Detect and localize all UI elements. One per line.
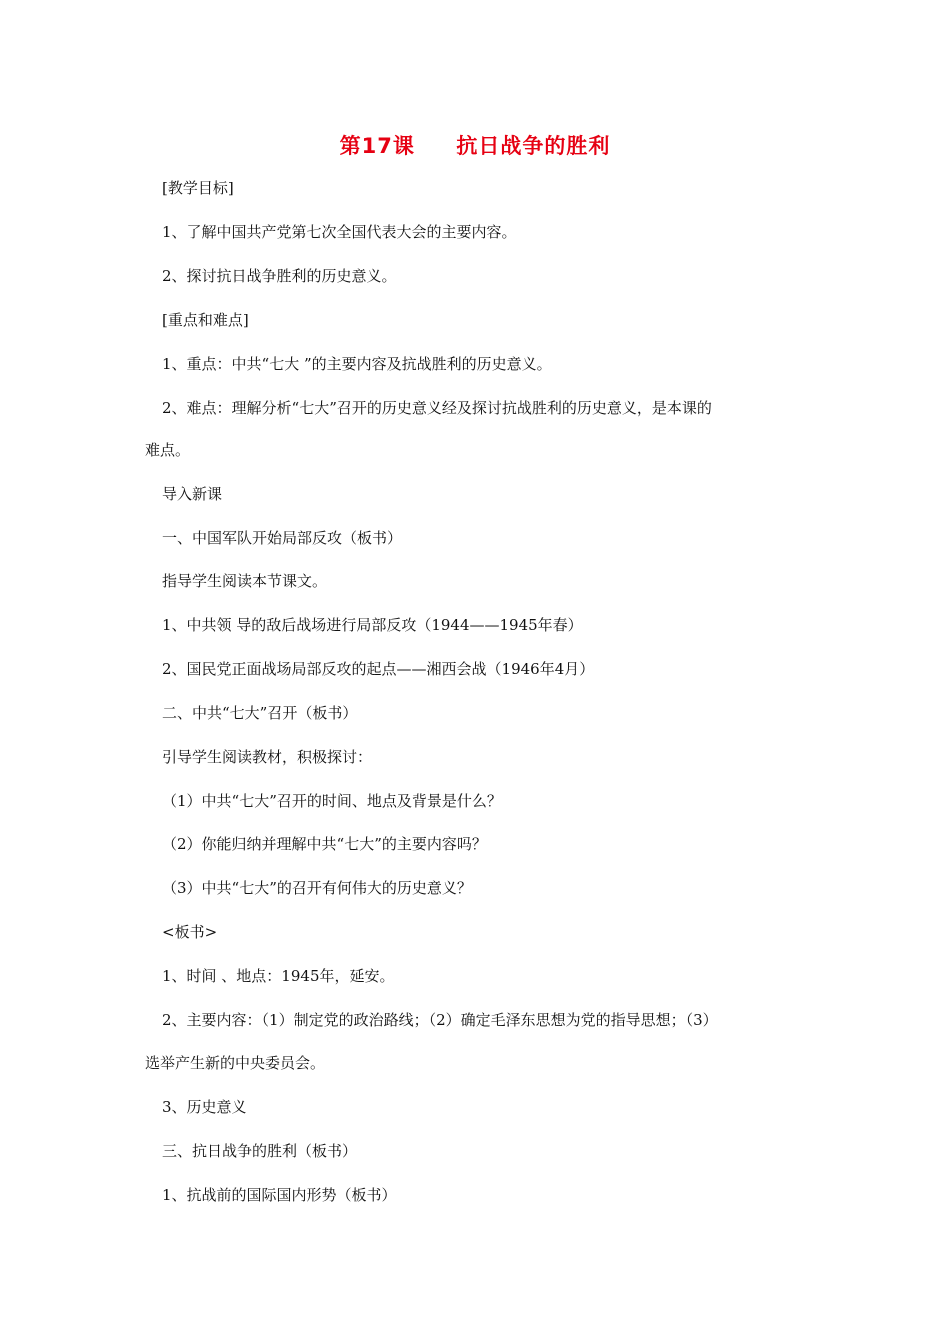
key-point-2: 2、难点：理解分析“七大”召开的历史意义经及探讨抗战胜利的历史意义，是本课的 bbox=[162, 399, 712, 417]
point-1-1: 1、中共领 导的敌后战场进行局部反攻（1944——1945年春） bbox=[162, 616, 583, 634]
question-3: （3）中共“七大”的召开有何伟大的历史意义？ bbox=[162, 879, 472, 897]
board-note-2-continued: 选举产生新的中央委员会。 bbox=[145, 1054, 326, 1072]
board-note-2: 2、主要内容：（1）制定党的政治路线；（2）确定毛泽东思想为党的指导思想；（3） bbox=[162, 1011, 718, 1029]
instruction-2: 引导学生阅读教材，积极探讨： bbox=[162, 748, 373, 766]
instruction-1: 指导学生阅读本节课文。 bbox=[162, 572, 328, 590]
point-3-1: 1、抗战前的国际国内形势（板书） bbox=[162, 1186, 397, 1204]
objective-2: 2、探讨抗日战争胜利的历史意义。 bbox=[162, 267, 397, 285]
lesson-title: 第17课 抗日战争的胜利 bbox=[339, 134, 611, 158]
section-heading-objectives: [教学目标] bbox=[162, 179, 234, 197]
question-1: （1）中共“七大”召开的时间、地点及背景是什么？ bbox=[162, 792, 502, 810]
board-note-1: 1、时间 、地点：1945年，延安。 bbox=[162, 967, 395, 985]
key-point-1: 1、重点：中共“七大 ”的主要内容及抗战胜利的历史意义。 bbox=[162, 355, 552, 373]
intro-heading: 导入新课 bbox=[162, 485, 223, 503]
board-note-3: 3、历史意义 bbox=[162, 1098, 247, 1116]
section-heading-key-points: [重点和难点] bbox=[162, 311, 249, 329]
section-heading-1: 一、中国军队开始局部反攻（板书） bbox=[162, 529, 403, 547]
section-heading-2: 二、中共“七大”召开（板书） bbox=[162, 704, 358, 722]
section-heading-3: 三、抗日战争的胜利（板书） bbox=[162, 1142, 358, 1160]
point-1-2: 2、国民党正面战场局部反攻的起点——湘西会战（1946年4月） bbox=[162, 660, 595, 678]
board-notes-heading: <板书> bbox=[162, 923, 218, 941]
objective-1: 1、了解中国共产党第七次全国代表大会的主要内容。 bbox=[162, 223, 517, 241]
question-2: （2）你能归纳并理解中共“七大”的主要内容吗？ bbox=[162, 835, 487, 853]
key-point-2-continued: 难点。 bbox=[145, 441, 191, 459]
